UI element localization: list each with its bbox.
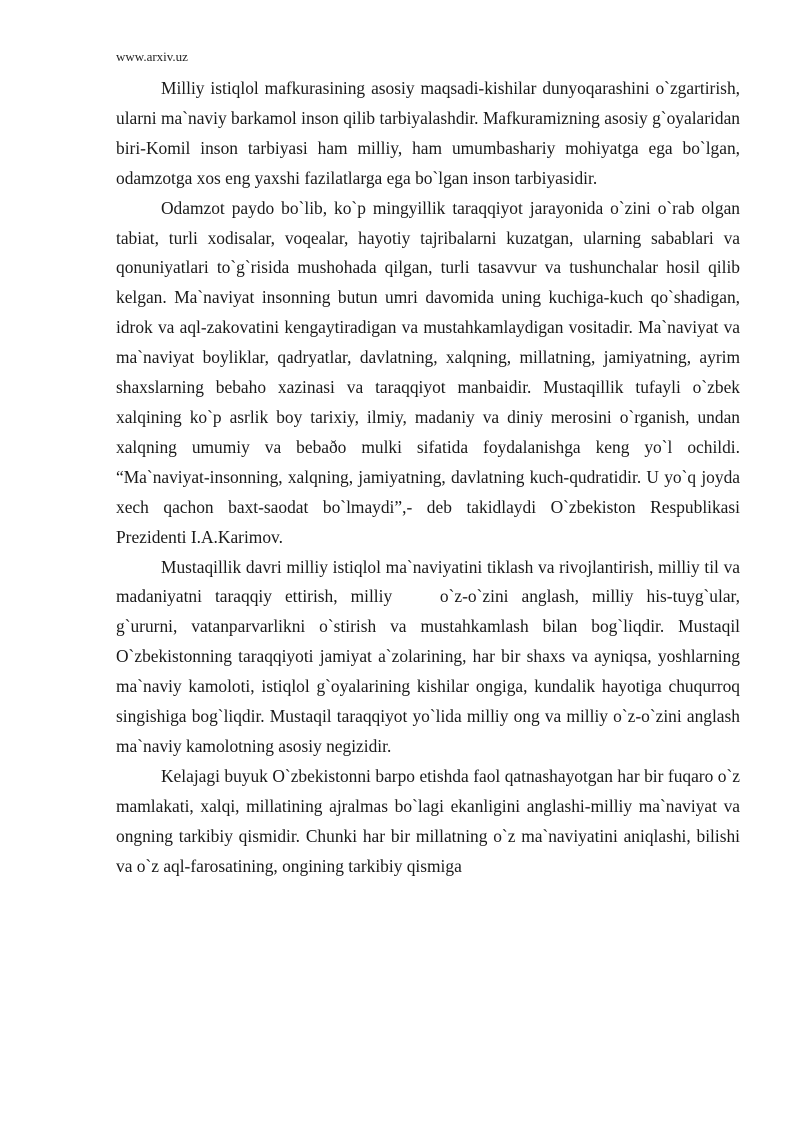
source-url: www.arxiv.uz [116,49,188,64]
paragraph: Mustaqillik davri milliy istiqlol ma`naviyatini tiklash va rivojlantirish, milliy til va madaniyatni taraqqiy ettirish, milliy o`z-o`zini anglash, milliy his-tuyg`ular, g`ururni, vatanparvarlikni o`stirish va mustahkamlash bilan bog`liqdir. Mustaqil O`zbekistonning taraqqiyoti jamiyat a`zolarining, har bir shaxs va ayniqsa, yoshlarning ma`naviy kamoloti, istiqlol g`oyalarining kishilar ongiga, kundalik hayotiga chuqurroq singishiga bog`liqdir. Mustaqil taraqqiyot yo`lida milliy ong va milliy o`z-o`zini anglash ma`naviy kamolotning asosiy negizidir. [116,556,740,756]
document-body [116,74,740,881]
paragraph: Milliy istiqlol mafkurasining asosiy maqsadi-kishilar dunyoqarashini o`zgartirish, ularni ma`naviy barkamol inson qilib tarbiyalashdir. Mafkuramizning asosiy g`oyalaridan biri-Komil inson tarbiyasi ham milliy, ham umumbashariy mohiyatga ega bo`lgan, odamzotga xos eng yaxshi fazilatlarga ega bo`lgan inson tarbiyasidir. [116,78,740,188]
paragraph: Odamzot paydo bo`lib, ko`p mingyillik taraqqiyot jarayonida o`zini o`rab olgan tabiat, turli xodisalar, voqealar, hayotiy tajribalarni kuzatgan, ularning sabablari va qonuniyatlari to`g`risida mushohada qilgan, turli tasavvur va tushunchalar hosil qilib kelgan. Ma`naviyat insonning butun umri davomida uning kuchiga-kuch qo`shadigan, idrok va aql-zakovatini kengaytiradigan va mustahkamlaydigan vositadir. Ma`naviyat va ma`naviyat boyliklar, qadryatlar, davlatning, xalqning, millatning, jamiyatning, ayrim shaxslarning bebaho xazinasi va taraqqiyot manbaidir. Mustaqillik tufayli o`zbek xalqining ko`p asrlik boy tarixiy, ilmiy, madaniy va diniy merosini o`rganish, undan xalqning umumiy va bebaðo mulki sifatida foydalanishga keng yo`l ochildi. “Ma`naviyat-insonning, xalqning, jamiyatning, davlatning kuch-qudratidir. U yo`q joyda xech qachon baxt-saodat bo`lmaydi”,- deb takidlaydi O`zbekiston Respublikasi Prezidenti I.A.Karimov. [116,197,740,547]
paragraph: Kelajagi buyuk O`zbekistonni barpo etishda faol qatnashayotgan har bir fuqaro o`z mamlakati, xalqi, millatining ajralmas bo`lagi ekanligini anglashi-milliy ma`naviyat va ongning tarkibiy qismidir. Chunki har bir millatning o`z ma`naviyatini aniqlashi, bilishi va o`z aql-farosatining, ongining tarkibiy qismiga [116,765,740,876]
